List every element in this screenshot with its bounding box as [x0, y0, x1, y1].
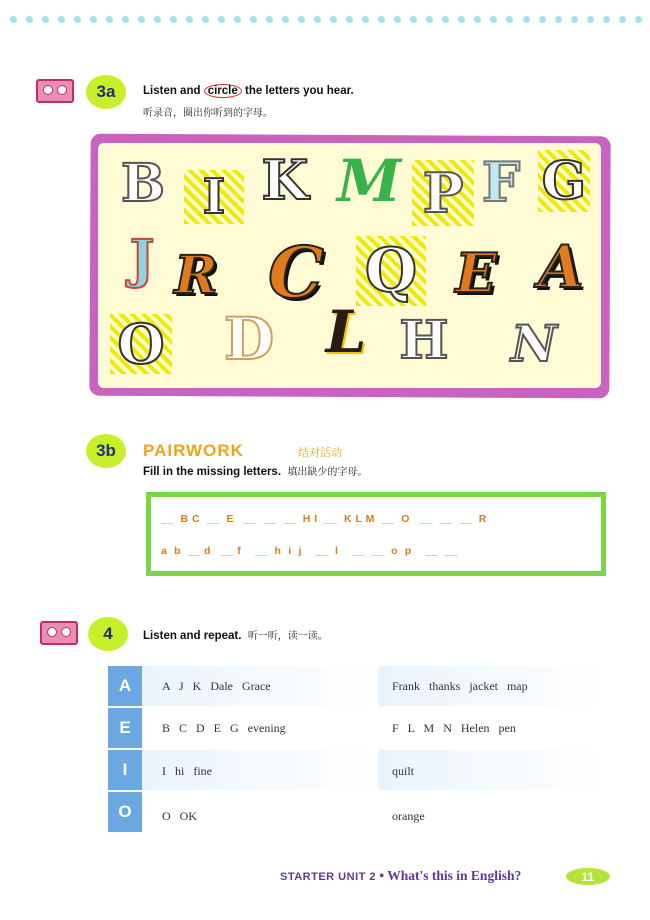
letter-L[interactable]: L: [325, 298, 367, 366]
letter-K[interactable]: K: [261, 148, 309, 212]
instruction-3a: Listen and circle the letters you hear.: [143, 85, 354, 97]
section-badge-3b: 3b: [86, 434, 126, 468]
letter-N[interactable]: N: [511, 313, 557, 373]
letter-R[interactable]: R: [174, 244, 218, 306]
row-O-left-words: O OK: [162, 809, 197, 823]
row-E-left-words: B C D E G evening: [162, 721, 286, 735]
section-badge-3a: 3a: [86, 75, 126, 109]
letter-I[interactable]: I: [184, 170, 244, 224]
letter-E[interactable]: E: [455, 241, 497, 305]
letter-C[interactable]: C: [268, 230, 324, 314]
letter-M[interactable]: M: [336, 147, 402, 215]
vowel-cell-I: I: [108, 750, 142, 790]
row-A-left-words: A J K Dale Grace: [162, 679, 271, 693]
letter-B[interactable]: B: [121, 152, 165, 214]
row-E-right-words: F L M N Helen pen: [392, 721, 516, 735]
row-I-left-words: I hi fine: [162, 764, 212, 778]
letter-A[interactable]: A: [538, 233, 584, 301]
instruction-3b: Fill in the missing letters. 填出缺少的字母。: [143, 466, 368, 478]
letter-H[interactable]: H: [399, 309, 449, 371]
dotted-border: [10, 16, 642, 28]
row-I-right-words: quilt: [392, 764, 415, 778]
instruction-3a-cn: 听录音，圈出你听到的字母。: [143, 108, 273, 119]
letter-D[interactable]: D: [223, 305, 275, 373]
vowel-cell-A: A: [108, 666, 142, 706]
letter-J[interactable]: J: [129, 228, 155, 290]
pairwork-title: PAIRWORK: [143, 441, 244, 460]
cassette-icon[interactable]: [36, 79, 74, 103]
uppercase-row[interactable]: __ B C __ E __ __ __ H I __ K L M __ O __ __ __ R: [161, 513, 487, 525]
circled-word: circle: [204, 84, 242, 98]
letter-P[interactable]: P: [412, 160, 474, 226]
page-footer: STARTER UNIT 2 • What's this in English?: [280, 868, 522, 883]
row-A-right-words: Frank thanks jacket map: [392, 679, 528, 693]
instruction-4: Listen and repeat. 听一听，读一读。: [143, 630, 328, 642]
vowel-cell-O: O: [108, 792, 142, 832]
letter-Q[interactable]: Q: [356, 236, 426, 306]
row-O-right-words: orange: [392, 809, 425, 823]
letter-G[interactable]: G: [538, 150, 590, 212]
vowel-cell-E: E: [108, 708, 142, 748]
pairwork-title-cn: 结对活动: [298, 447, 342, 459]
section-badge-4: 4: [88, 617, 128, 651]
letter-O[interactable]: O: [110, 314, 172, 374]
page-number: 11: [566, 868, 610, 885]
fill-in-box: [146, 492, 606, 576]
cassette-icon[interactable]: [40, 621, 78, 645]
lowercase-row[interactable]: a b __ d __ f __ h i j __ l __ __ o p __ __: [161, 545, 458, 557]
letter-F[interactable]: F: [481, 150, 521, 214]
